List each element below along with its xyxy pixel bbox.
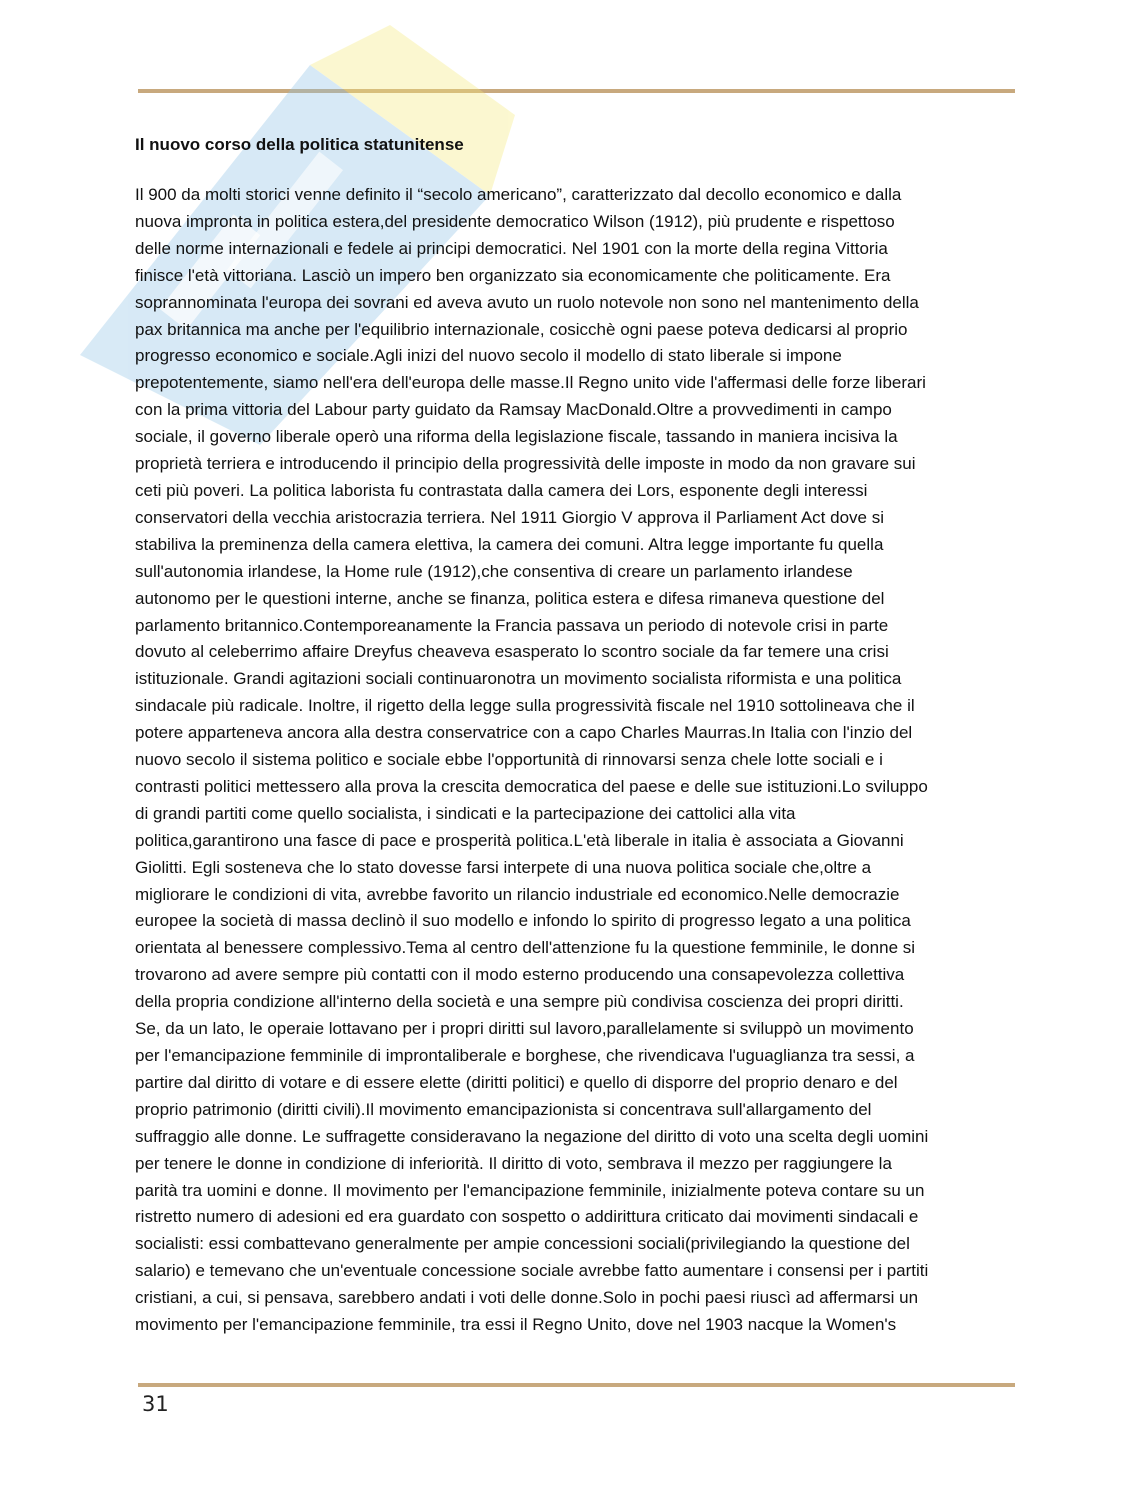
text-line: pax britannica ma anche per l'equilibrio internazionale, cosicchè ogni paese poteva dedicarsi al proprio (135, 319, 908, 339)
text-line: parlamento britannico.Contemporeanamente la Francia passava un periodo di notevole crisi in parte (135, 615, 889, 635)
text-line: con la prima vittoria del Labour party guidato da Ramsay MacDonald.Oltre a provvedimenti in campo (135, 400, 892, 420)
text-line: finisce l'età vittoriana. Lasciò un impero ben organizzato sia economicamente che politicamente. Era (135, 265, 891, 285)
header-rule (138, 89, 1015, 93)
text-line: conservatori della vecchia aristocrazia terriera. Nel 1911 Giorgio V approva il Parliament Act dove si (135, 507, 884, 527)
body-paragraph (135, 182, 1020, 1339)
footer-rule (138, 1383, 1015, 1387)
text-line: nuova impronta in politica estera,del presidente democratico Wilson (1912), più prudente e rispettoso (135, 211, 895, 231)
text-line: progresso economico e sociale.Agli inizi del nuovo secolo il modello di stato liberale si impone (135, 346, 842, 366)
text-line: migliorare le condizioni di vita, avrebbe favorito un rilancio industriale ed economico.Nelle democrazie (135, 884, 900, 904)
text-line: contrasti politici mettessero alla prova la crescita democratica del paese e delle sue istituzioni.Lo sviluppo (135, 776, 928, 796)
text-line: potere apparteneva ancora alla destra conservatrice con a capo Charles Maurras.In Italia con l'inzio del (135, 723, 913, 743)
text-line: ceti più poveri. La politica laborista fu contrastata dalla camera dei Lors, esponente degli interessi (135, 480, 868, 500)
text-line: sociale, il governo liberale operò una riforma della legislazione fiscale, tassando in maniera incisiva la (135, 427, 898, 447)
text-line: della propria condizione all'interno della società e una sempre più condivisa coscienza dei propri diritti. (135, 992, 904, 1012)
text-line: Se, da un lato, le operaie lottavano per i propri diritti sul lavoro,parallelamente si sviluppò un movimento (135, 1019, 914, 1039)
text-line: stabiliva la preminenza della camera elettiva, la camera dei comuni. Altra legge importante fu quella (135, 534, 884, 554)
page-number: 31 (142, 1392, 169, 1416)
text-line: proprietà terriera e introducendo il principio della progressività delle imposte in modo da non gravare sui (135, 454, 916, 474)
text-line: suffraggio alle donne. Le suffragette consideravano la negazione del diritto di voto una scelta degli uomini (135, 1126, 929, 1146)
text-line: cristiani, a cui, si pensava, sarebbero andati i voti delle donne.Solo in pochi paesi riuscì ad affermarsi un (135, 1288, 919, 1308)
text-line: salario) e temevano che un'eventuale concessione sociale avrebbe fatto aumentare i consensi per i partiti (135, 1261, 929, 1281)
text-line: trovarono ad avere sempre più contatti con il modo esterno producendo una consapevolezza collettiva (135, 965, 905, 985)
text-line: Giolitti. Egli sosteneva che lo stato dovesse farsi interpete di una nuova politica sociale che,oltre a (135, 857, 872, 877)
text-line: parità tra uomini e donne. Il movimento per l'emancipazione femminile, inizialmente poteva contare su un (135, 1180, 925, 1200)
text-line: socialisti: essi combattevano generalmente per ampie concessioni sociali(privilegiando la questione del (135, 1234, 910, 1254)
text-line: autonomo per le questioni interne, anche se finanza, politica estera e difesa rimaneva questione del (135, 588, 885, 608)
text-line: delle norme internazionali e fedele ai principi democratici. Nel 1901 con la morte della regina Vittoria (135, 238, 888, 258)
text-line: dovuto al celeberrimo affaire Dreyfus cheaveva esasperato lo scontro sociale da far temere una crisi (135, 642, 889, 662)
text-line: per l'emancipazione femminile di improntaliberale e borghese, che rivendicava l'uguaglianza tra sessi, a (135, 1046, 915, 1065)
text-line: ristretto numero di adesioni ed era guardato con sospetto o addirittura criticato dai movimenti sindacali e (135, 1207, 919, 1227)
text-line: soprannominata l'europa dei sovrani ed aveva avuto un ruolo notevole non sono nel mantenimento della (135, 292, 919, 312)
text-line: politica,garantirono una fasce di pace e prosperità politica.L'età liberale in italia è associata a Giovanni (135, 830, 904, 850)
text-line: Il 900 da molti storici venne definito il “secolo americano”, caratterizzato dal decollo economico e dalla (135, 185, 902, 204)
text-line: proprio patrimonio (diritti civili).Il movimento emancipazionista si concentrava sull'allargamento del (135, 1099, 872, 1119)
text-line: movimento per l'emancipazione femminile, tra essi il Regno Unito, dove nel 1903 nacque la Women's (135, 1315, 897, 1335)
text-line: per tenere le donne in condizione di inferiorità. Il diritto di voto, sembrava il mezzo per raggiungere la (135, 1153, 892, 1173)
text-line: partire dal diritto di votare e di essere elette (diritti politici) e quello di disporre del proprio denaro e del (135, 1072, 898, 1092)
text-line: nuovo secolo il sistema politico e sociale ebbe l'opportunità di rinnovarsi senza chele lotte sociali e i (135, 750, 883, 770)
text-line: europee la società di massa declinò il suo modello e infondo lo spirito di progresso legato a una politica (135, 911, 911, 931)
text-line: prepotentemente, siamo nell'era dell'europa delle masse.Il Regno unito vide l'affermasi delle forze liberari (135, 373, 926, 393)
text-line: sindacale più radicale. Inoltre, il rigetto della legge sulla progressività fiscale nel 1910 sottolineava che il (135, 696, 915, 716)
text-line: orientata al benessere complessivo.Tema al centro dell'attenzione fu la questione femminile, le donne si (135, 938, 916, 958)
text-line: istituzionale. Grandi agitazioni sociali continuaronotra un movimento socialista riformista e una politica (135, 669, 902, 689)
page-title: Il nuovo corso della politica statunitense (135, 135, 464, 154)
text-line: sull'autonomia irlandese, la Home rule (1912),che consentiva di creare un parlamento irlandese (135, 561, 853, 581)
text-line: di grandi partiti come quello socialista, i sindicati e la partecipazione dei cattolici alla vita (135, 803, 796, 823)
